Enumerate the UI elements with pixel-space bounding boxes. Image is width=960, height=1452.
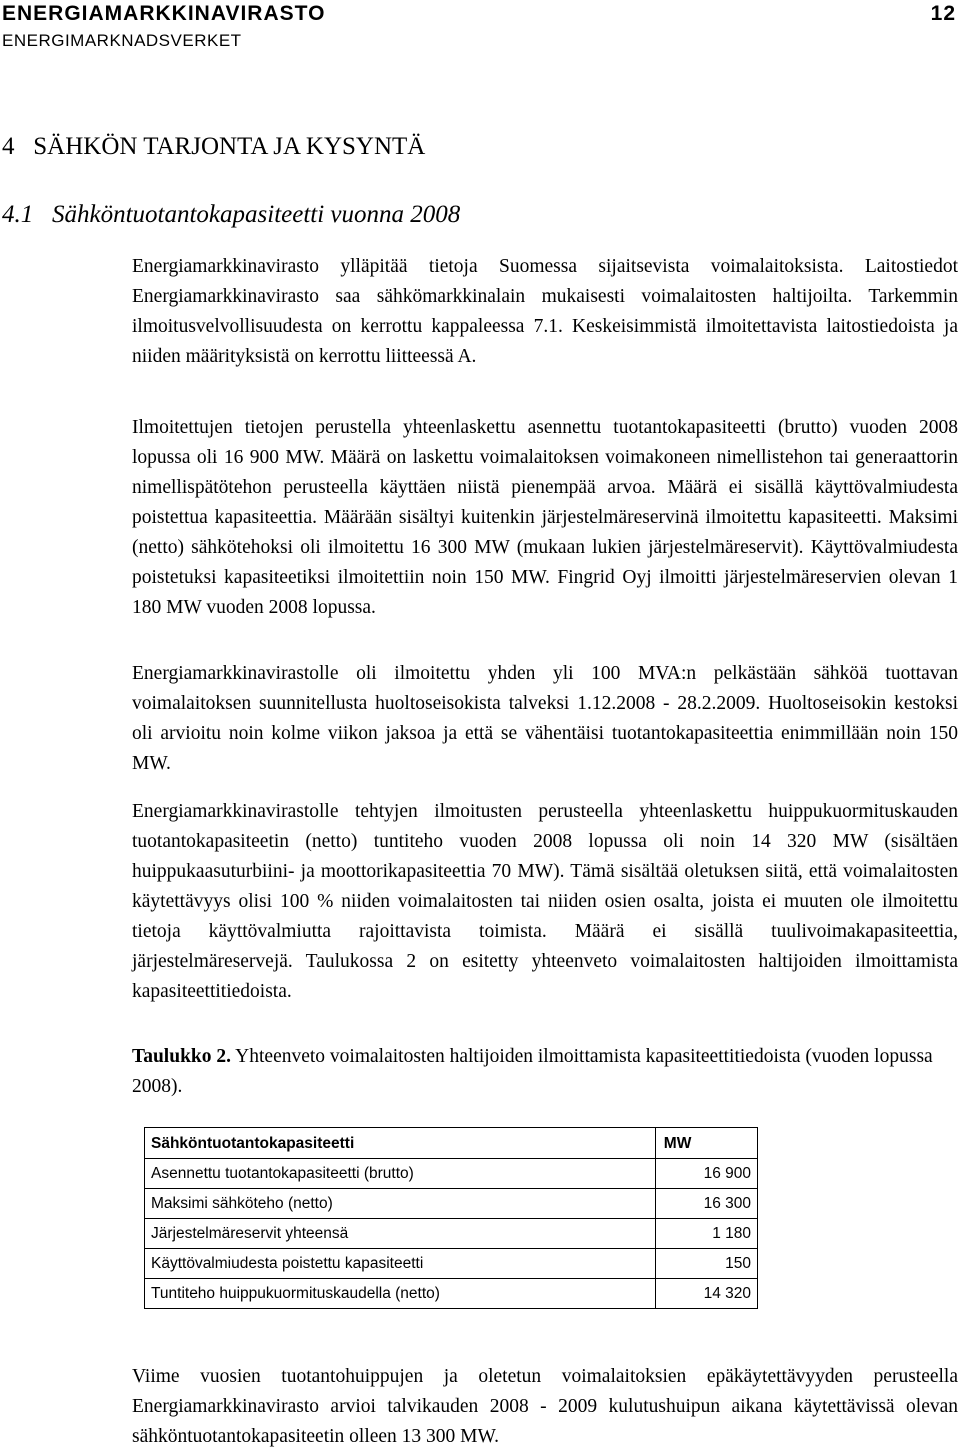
table-cell-label: Järjestelmäreservit yhteensä [145, 1219, 656, 1249]
table-row [145, 1279, 758, 1309]
table-caption-label: Taulukko 2. [132, 1046, 232, 1067]
capacity-table [144, 1127, 758, 1309]
subsection-heading: 4.1 Sähköntuotantokapasiteetti vuonna 2008 [2, 201, 461, 228]
paragraph-5: Viime vuosien tuotantohuippujen ja oletetun voimalaitoksien epäkäytettävyyden perusteella Energiamarkkinavirasto arvioi talvikauden 2008 - 2009 kulutushuipun aikana käytettävissä olevan sähköntuotantokapasiteetin olleen 13 300 MW. [132, 1366, 958, 1447]
agency-name: ENERGIAMARKKINAVIRASTO [2, 2, 326, 25]
table-cell-value: 1 180 [655, 1219, 757, 1249]
paragraph-4: Energiamarkkinavirastolle tehtyjen ilmoitusten perusteella yhteenlaskettu huippukuormituskauden tuotantokapasiteetin (netto) tuntiteho vuoden 2008 lopussa oli noin 14 320 MW (sisältäen huippukaasuturbiini- ja moottorikapasiteettia 70 MW). Tämä sisältää oletuksen siitä, että voimalaitosten käytettävyys olisi 100 % niiden voimalaitosten tai niiden osien osalta, joista ei muuten ole ilmoitettu tietoja käyttövalmiutta rajoittavista toimista. Määrä ei sisällä tuulivoimakapasiteettia, järjestelmäreservejä. Taulukossa 2 on esitetty yhteenveto voimalaitosten haltijoiden ilmoittamista kapasiteettitiedoista. [132, 801, 958, 1002]
table-caption [132, 1042, 958, 1102]
table-header-row [145, 1128, 758, 1159]
table-cell-label: Maksimi sähköteho (netto) [145, 1189, 656, 1219]
table-cell-label: Tuntiteho huippukuormituskaudella (netto) [145, 1279, 656, 1309]
table-row [145, 1249, 758, 1279]
table-cell-value: 16 300 [655, 1189, 757, 1219]
table-row [145, 1189, 758, 1219]
section-heading: 4 SÄHKÖN TARJONTA JA KYSYNTÄ [2, 133, 426, 160]
agency-name-swedish: ENERGIMARKNADSVERKET [2, 31, 242, 50]
paragraph-3: Energiamarkkinavirastolle oli ilmoitettu yhden yli 100 MVA:n pelkästään sähköä tuottavan voimalaitoksen suunnitellusta huoltoseisokista talveksi 1.12.2008 - 28.2.2009. Huoltoseisokin kestoksi oli arvioitu noin kolme viikon jaksoa ja että se vähentäisi tuotantokapasiteettia enimmillään noin 150 MW. [132, 663, 958, 774]
table-cell-value: 14 320 [655, 1279, 757, 1309]
table-caption-text: Yhteenveto voimalaitosten haltijoiden ilmoittamista kapasiteettitiedoista (vuoden lopussa 2008). [132, 1046, 933, 1097]
table-cell-label: Asennettu tuotantokapasiteetti (brutto) [145, 1159, 656, 1189]
table-header-label: Sähköntuotantokapasiteetti [145, 1128, 656, 1159]
table-row [145, 1219, 758, 1249]
table-cell-label: Käyttövalmiudesta poistettu kapasiteetti [145, 1249, 656, 1279]
paragraph-1: Energiamarkkinavirasto ylläpitää tietoja Suomessa sijaitsevista voimalaitoksista. Laitostiedot Energiamarkkinavirasto saa sähkömarkkinalain mukaisesti voimalaitosten haltijoilta. Tarkemmin ilmoitusvelvollisuudesta on kerrottu kappaleessa 7.1. Keskeisimmistä ilmoitettavista laitostiedoista ja niiden määrityksistä on kerrottu liitteessä A. [132, 256, 958, 367]
table-row [145, 1159, 758, 1189]
table-cell-value: 150 [655, 1249, 757, 1279]
page-number: 12 [930, 2, 956, 25]
paragraph-2: Ilmoitettujen tietojen perustella yhteenlaskettu asennettu tuotantokapasiteetti (brutto) vuoden 2008 lopussa oli 16 900 MW. Määrä on laskettu voimalaitoksen voimakoneen nimellistehon tai generaattorin nimellispätötehon perusteella käyttäen niistä pienempää arvoa. Määrä ei sisällä käyttövalmiudesta poistettua kapasiteettia. Määrään sisältyi kuitenkin järjestelmäreservinä ilmoitettu kapasiteetti. Maksimi (netto) sähkötehoksi oli ilmoitettu 16 300 MW (mukaan lukien järjestelmäreservit). Käyttövalmiudesta poistetuksi kapasiteetiksi ilmoitettiin noin 150 MW. Fingrid Oyj ilmoitti järjestelmäreservien olevan 1 180 MW vuoden 2008 lopussa. [132, 417, 958, 618]
table-cell-value: 16 900 [655, 1159, 757, 1189]
table-header-unit: MW [655, 1128, 757, 1159]
